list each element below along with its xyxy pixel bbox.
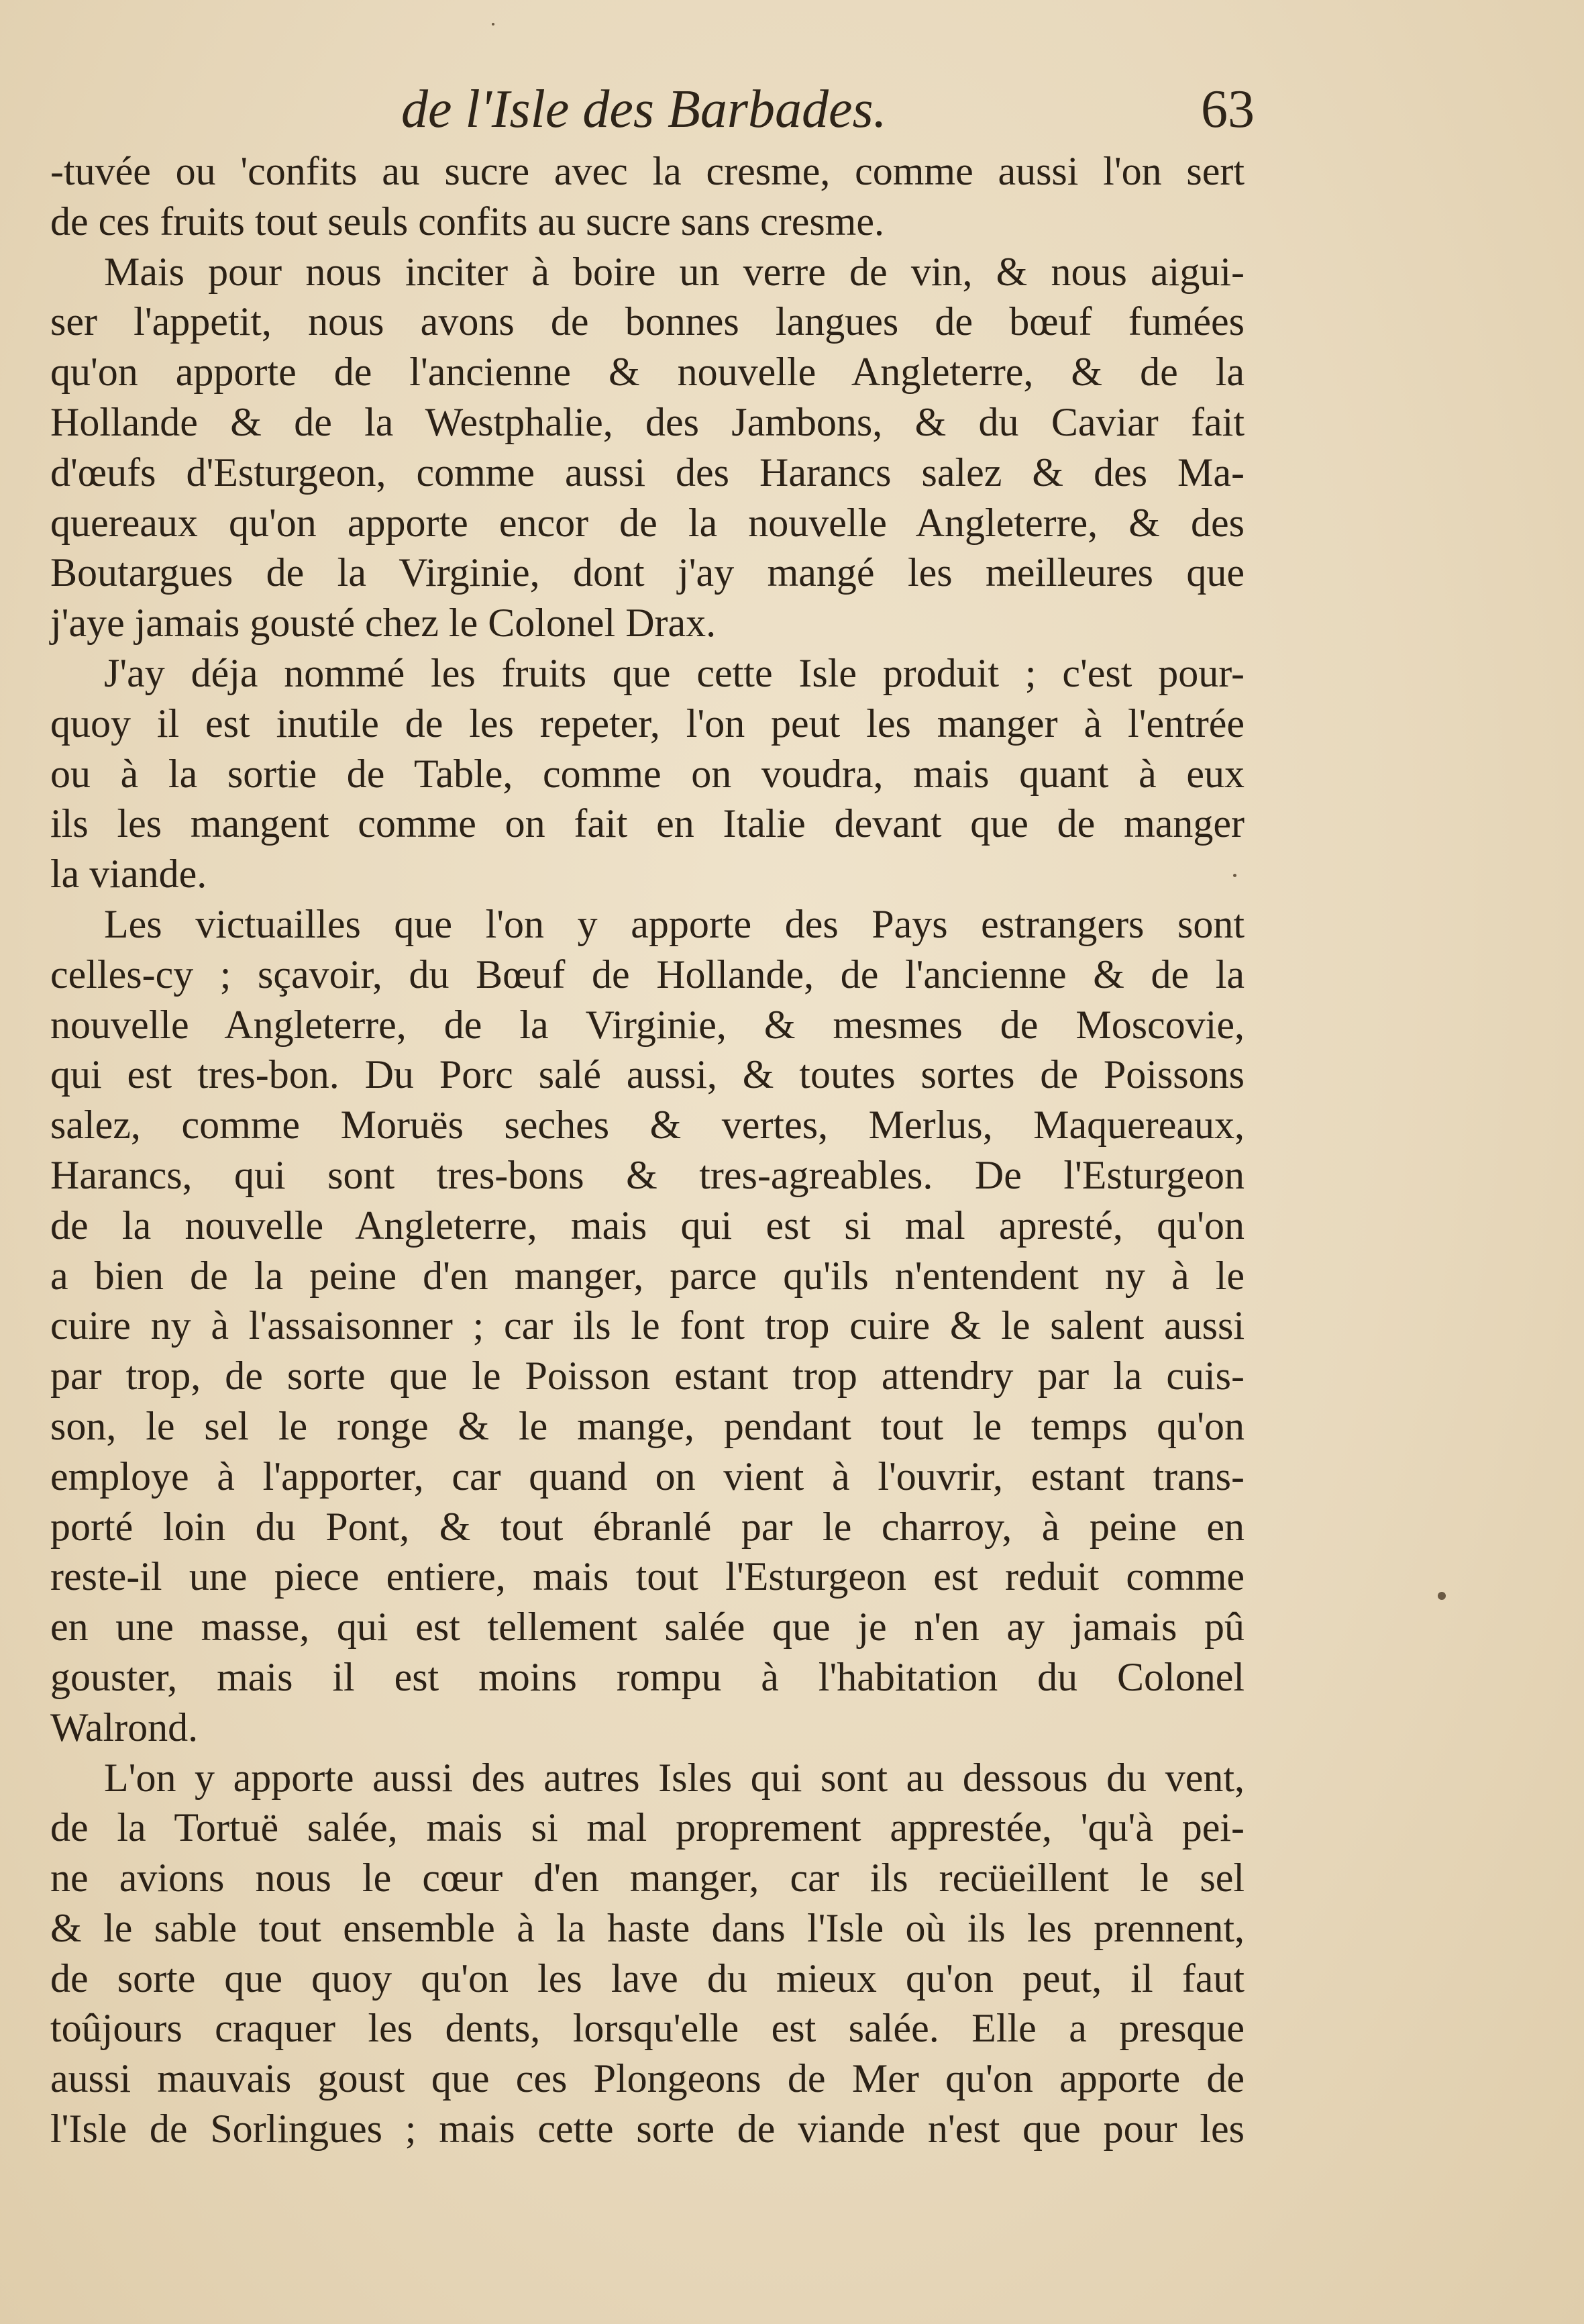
text-line: de la Tortuë salée, mais si mal proprement apprestée, 'qu'à pei- bbox=[50, 1805, 1245, 1850]
text-line: ne avions nous le cœur d'en manger, car ils recüeillent le sel bbox=[50, 1856, 1245, 1901]
text-line: la viande. bbox=[50, 852, 207, 897]
running-title: de l'Isle des Barbades. bbox=[401, 80, 887, 139]
text-line: & le sable tout ensemble à la haste dans l'Isle où ils les prennent, bbox=[50, 1905, 1245, 1950]
text-line: qui est tres-bon. Du Porc salé aussi, & toutes sortes de Poissons bbox=[50, 1052, 1245, 1097]
text-line: salez, comme Moruës seches & vertes, Merlus, Maquereaux, bbox=[50, 1103, 1245, 1148]
text-line: quereaux qu'on apporte encor de la nouvelle Angleterre, & des bbox=[50, 500, 1245, 545]
text-line: par trop, de sorte que le Poisson estant trop attendry par la cuis- bbox=[50, 1354, 1245, 1399]
body-text bbox=[50, 146, 1245, 2154]
text-line: l'Isle de Sorlingues ; mais cette sorte de viande n'est que pour les bbox=[50, 2107, 1245, 2152]
text-line: nouvelle Angleterre, de la Virginie, & mesmes de Moscovie, bbox=[50, 1002, 1245, 1047]
text-line: Harancs, qui sont tres-bons & tres-agreables. De l'Esturgeon bbox=[50, 1152, 1245, 1197]
paragraph-first-line: Mais pour nous inciter à boire un verre de vin, & nous aigui- bbox=[104, 249, 1245, 294]
page-number: 63 bbox=[1201, 80, 1255, 139]
text-line: cuire ny à l'assaisonner ; car ils le font trop cuire & le salent aussi bbox=[50, 1303, 1245, 1348]
text-line: reste-il une piece entiere, mais tout l'Esturgeon est reduit comme bbox=[50, 1554, 1245, 1599]
text-line: toûjours craquer les dents, lorsqu'elle est salée. Elle a presque bbox=[50, 2006, 1245, 2051]
page-header bbox=[0, 79, 1584, 153]
text-line: ils les mangent comme on fait en Italie devant que de manger bbox=[50, 801, 1245, 846]
text-line: de la nouvelle Angleterre, mais qui est si mal apresté, qu'on bbox=[50, 1203, 1245, 1248]
text-line: porté loin du Pont, & tout ébranlé par le charroy, à peine en bbox=[50, 1504, 1245, 1549]
text-line: a bien de la peine d'en manger, parce qu'ils n'entendent ny à le bbox=[50, 1253, 1245, 1298]
text-line: d'œufs d'Esturgeon, comme aussi des Harancs salez & des Ma- bbox=[50, 450, 1245, 495]
paper-speck bbox=[492, 23, 494, 26]
text-line: son, le sel le ronge & le mange, pendant tout le temps qu'on bbox=[50, 1403, 1245, 1448]
paragraph-first-line: L'on y apporte aussi des autres Isles qui sont au dessous du vent, bbox=[104, 1755, 1245, 1800]
paper-speck bbox=[1233, 874, 1236, 877]
text-line: quoy il est inutile de les repeter, l'on peut les manger à l'entrée bbox=[50, 701, 1245, 746]
paper-speck bbox=[1438, 1592, 1446, 1600]
text-line: qu'on apporte de l'ancienne & nouvelle Angleterre, & de la bbox=[50, 350, 1245, 395]
text-line: j'aye jamais gousté chez le Colonel Drax. bbox=[50, 601, 717, 646]
text-line: -tuvée ou 'confits au sucre avec la cresme, comme aussi l'on sert bbox=[50, 149, 1245, 193]
paragraph-first-line: Les victuailles que l'on y apporte des Pays estrangers sont bbox=[104, 901, 1245, 946]
text-line: Hollande & de la Westphalie, des Jambons, & du Caviar fait bbox=[50, 399, 1245, 444]
text-line: Walrond. bbox=[50, 1705, 199, 1750]
text-line: ou à la sortie de Table, comme on voudra, mais quant à eux bbox=[50, 751, 1245, 796]
text-line: en une masse, qui est tellement salée que je n'en ay jamais pû bbox=[50, 1605, 1245, 1650]
text-line: gouster, mais il est moins rompu à l'habitation du Colonel bbox=[50, 1654, 1245, 1699]
paragraph-first-line: J'ay déja nommé les fruits que cette Isle produit ; c'est pour- bbox=[104, 650, 1245, 695]
text-line: ser l'appetit, nous avons de bonnes langues de bœuf fumées bbox=[50, 299, 1245, 344]
text-line: celles-cy ; sçavoir, du Bœuf de Hollande, de l'ancienne & de la bbox=[50, 952, 1245, 997]
text-line: de sorte que quoy qu'on les lave du mieux qu'on peut, il faut bbox=[50, 1956, 1245, 2001]
text-line: employe à l'apporter, car quand on vient à l'ouvrir, estant trans- bbox=[50, 1454, 1245, 1499]
text-line: aussi mauvais goust que ces Plongeons de Mer qu'on apporte de bbox=[50, 2056, 1245, 2101]
text-line: Boutargues de la Virginie, dont j'ay mangé les meilleures que bbox=[50, 550, 1245, 595]
text-line: de ces fruits tout seuls confits au sucre sans cresme. bbox=[50, 199, 884, 244]
